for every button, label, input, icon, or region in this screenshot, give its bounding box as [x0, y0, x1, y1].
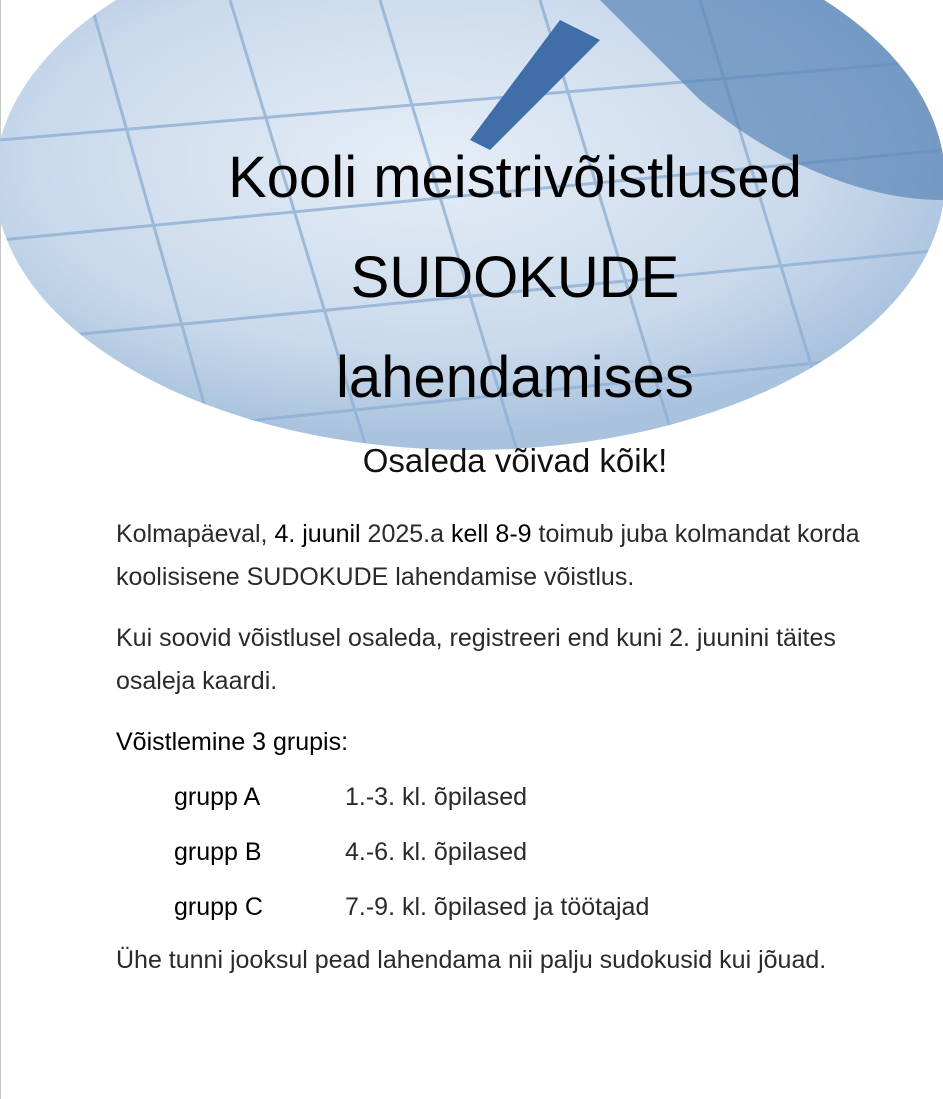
- title-line-1: Kooli meistrivõistlused: [228, 145, 802, 210]
- time-bold: kell 8-9: [450, 520, 532, 548]
- group-name: grupp C: [174, 893, 263, 921]
- group-desc: 4.-6. kl. õpilased: [345, 838, 528, 866]
- date-bold: 4. juunil: [274, 520, 361, 548]
- title-block: [0, 128, 943, 486]
- body-text: [116, 513, 906, 1000]
- text: toimub juba kolmandat korda koolisisene SUDOKUDE lahendamise võistlus.: [116, 520, 860, 591]
- paragraph-registration: Kui soovid võistlusel osaleda, registreeri end kuni 2. juunini täites osaleja kaardi.: [116, 624, 836, 695]
- paragraph-event-info: [116, 513, 906, 599]
- text: Kolmapäeval,: [116, 520, 275, 548]
- title-line-2: SUDOKUDE: [350, 245, 680, 310]
- text: 2025.a: [360, 520, 451, 548]
- group-row: [116, 770, 906, 825]
- subtitle: Osaleda võivad kõik!: [362, 442, 668, 479]
- group-name: grupp A: [174, 783, 261, 811]
- group-desc: 7.-9. kl. õpilased ja töötajad: [345, 893, 650, 921]
- title-line-3: lahendamises: [336, 345, 694, 410]
- group-name: grupp B: [174, 838, 262, 866]
- closing-paragraph: Ühe tunni jooksul pead lahendama nii palju sudokusid kui jõuad.: [116, 946, 827, 974]
- group-desc: 1.-3. kl. õpilased: [345, 783, 528, 811]
- group-row: [116, 880, 906, 935]
- groups-heading: Võistlemine 3 grupis:: [116, 728, 349, 756]
- group-row: [116, 825, 906, 880]
